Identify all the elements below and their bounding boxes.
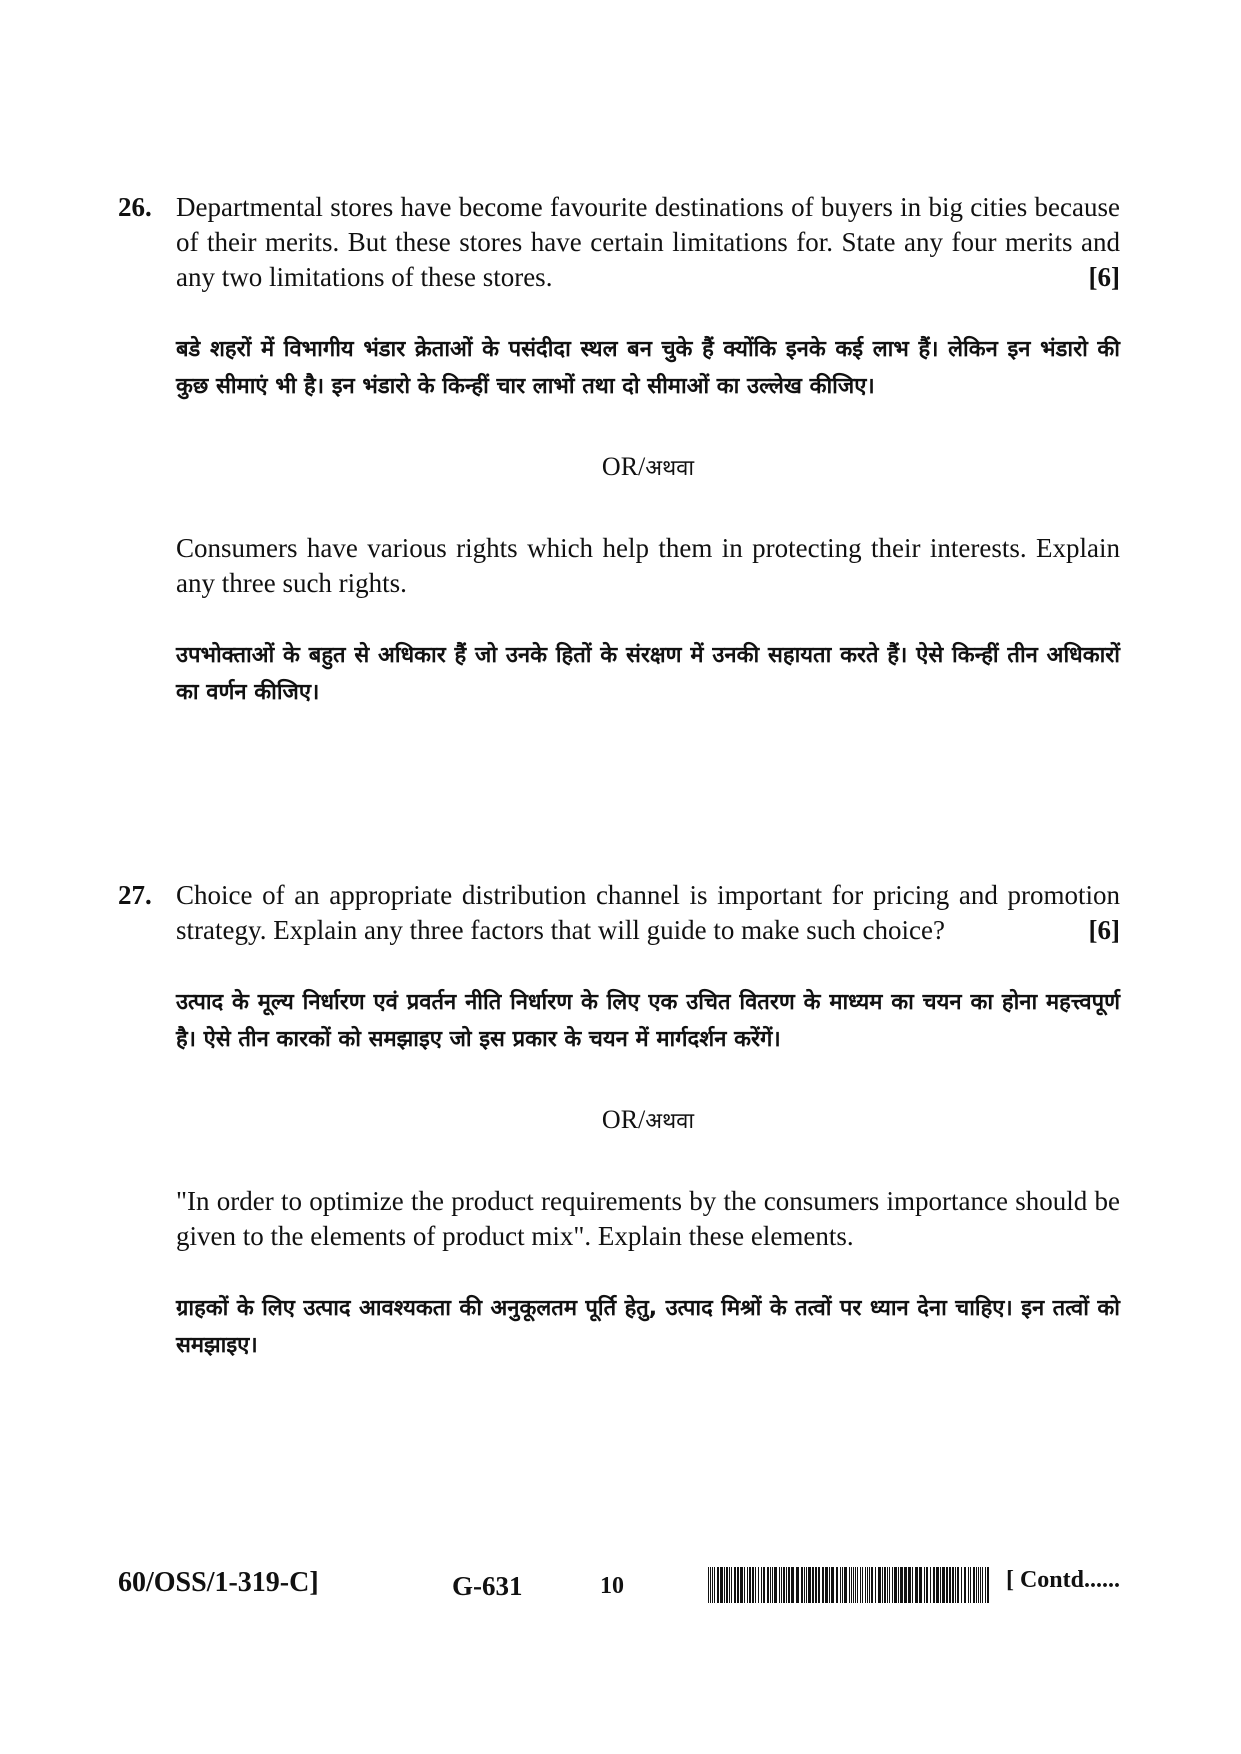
or-divider <box>176 451 1120 485</box>
barcode-bar <box>720 1567 723 1603</box>
barcode-bar <box>887 1567 888 1603</box>
barcode-bar <box>740 1567 743 1603</box>
barcode-bar <box>919 1567 922 1603</box>
barcode-bar <box>842 1567 843 1603</box>
barcode-bar <box>957 1567 959 1603</box>
question-number: 27. <box>118 880 152 910</box>
barcode-bar <box>853 1567 854 1603</box>
barcode-bar <box>867 1567 868 1603</box>
barcode-image <box>708 1567 990 1603</box>
barcode-bar <box>747 1567 748 1603</box>
barcode-bar <box>952 1567 954 1603</box>
barcode-bar <box>912 1567 913 1603</box>
barcode-bar <box>849 1567 850 1603</box>
barcode-bar <box>871 1567 873 1603</box>
question-27-english-block <box>118 878 1120 948</box>
barcode-bar <box>806 1567 807 1603</box>
barcode-bar <box>884 1567 886 1603</box>
barcode-bar <box>744 1567 745 1603</box>
barcode-bar <box>860 1567 861 1603</box>
or-label-hindi: अथवा <box>645 456 695 481</box>
page-footer <box>118 1567 1120 1617</box>
alternative-question-english: "In order to optimize the product requirements by the consumers importance should be given to the elements of product mix". Explain these elements. <box>176 1186 1120 1251</box>
barcode-bar <box>714 1567 715 1603</box>
barcode-bar <box>862 1567 863 1603</box>
barcode-bar <box>829 1567 830 1603</box>
barcode-bar <box>763 1567 765 1603</box>
barcode-bar <box>865 1567 866 1603</box>
barcode-bar <box>851 1567 852 1603</box>
barcode-bar <box>755 1567 756 1603</box>
barcode-bar <box>844 1567 847 1603</box>
or-divider <box>176 1104 1120 1138</box>
barcode-bar <box>973 1567 975 1603</box>
alternative-question-hindi: उपभोक्ताओं के बहुत से अधिकार हैं जो उनके हितों के संरक्षण में उनकी सहायता करते हैं। ऐसे किन्हीं तीन अधिकारों का वर्णन कीजिए। <box>176 643 1120 705</box>
barcode-bar <box>987 1567 989 1603</box>
barcode-bar <box>825 1567 828 1603</box>
barcode-bar <box>933 1567 935 1603</box>
marks: [6] <box>1088 915 1120 945</box>
question-text-english: Departmental stores have become favourite destinations of buyers in big cities because of their merits. But these stores have certain limitations for. State any four merits and any two limitations of these stores. [6] <box>176 190 1120 295</box>
barcode-bar <box>970 1567 971 1603</box>
page-number: 10 <box>600 1573 624 1599</box>
paper-code: 60/OSS/1-319-C] <box>118 1567 319 1598</box>
barcode-bar <box>708 1567 709 1603</box>
barcode-bar <box>801 1567 803 1603</box>
barcode-bar <box>840 1567 841 1603</box>
barcode-bar <box>946 1567 948 1603</box>
barcode-bar <box>949 1567 951 1603</box>
barcode-bar <box>781 1567 782 1603</box>
barcode-bar <box>980 1567 981 1603</box>
barcode-bar <box>791 1567 794 1603</box>
barcode-bar <box>788 1567 790 1603</box>
or-label-hindi: अथवा <box>645 1109 695 1134</box>
barcode-bar <box>978 1567 979 1603</box>
question-number: 26. <box>118 192 152 222</box>
barcode-bar <box>786 1567 787 1603</box>
barcode-bar <box>926 1567 928 1603</box>
barcode-bar <box>737 1567 739 1603</box>
or-label: OR/ <box>601 1105 646 1134</box>
barcode-bar <box>904 1567 907 1603</box>
or-label: OR/ <box>601 452 646 481</box>
barcode-bar <box>961 1567 962 1603</box>
barcode-bar <box>836 1567 838 1603</box>
question-text-english: Choice of an appropriate distribution channel is important for pricing and promotion strategy. Explain any three factors that will guide to make such choice? [6] <box>176 878 1120 948</box>
barcode-bar <box>758 1567 759 1603</box>
question-27 <box>118 878 1120 1364</box>
barcode-bar <box>855 1567 856 1603</box>
barcode-bar <box>892 1567 893 1603</box>
barcode-bar <box>900 1567 903 1603</box>
barcode-bar <box>779 1567 780 1603</box>
continued-label: [ Contd...... <box>1005 1567 1120 1593</box>
barcode-bar <box>869 1567 870 1603</box>
barcode-bar <box>770 1567 771 1603</box>
barcode-bar <box>710 1567 711 1603</box>
barcode-bar <box>878 1567 881 1603</box>
barcode-bar <box>796 1567 799 1603</box>
marks: [6] <box>1088 262 1120 292</box>
barcode-bar <box>889 1567 890 1603</box>
barcode-bar <box>915 1567 918 1603</box>
alternative-question-hindi: ग्राहकों के लिए उत्पाद आवश्यकता की अनुकूलतम पूर्ति हेतु, उत्पाद मिश्रों के तत्वों पर ध्यान देना चाहिए। इन तत्वों को समझाइए। <box>176 1296 1120 1358</box>
barcode-bar <box>734 1567 736 1603</box>
barcode-bar <box>808 1567 811 1603</box>
barcode-bar <box>761 1567 762 1603</box>
barcode-bar <box>717 1567 719 1603</box>
barcode-bar <box>804 1567 805 1603</box>
barcode-bar <box>822 1567 824 1603</box>
question-text-hindi: उत्पाद के मूल्य निर्धारण एवं प्रवर्तन नीति निर्धारण के लिए एक उचित वितरण के माध्यम का चयन का होना महत्त्वपूर्ण है। ऐसे तीन कारकों को समझाइए जो इस प्रकार के चयन में मार्गदर्शन करेंगें। <box>176 990 1120 1052</box>
barcode-bar <box>898 1567 899 1603</box>
barcode-bar <box>955 1567 956 1603</box>
question-text-hindi: बडे शहरों में विभागीय भंडार क्रेताओं के पसंदीदा स्थल बन चुके हैं क्योंकि इनके कई लाभ हैं। लेकिन इन भंडारो की कुछ सीमाएं भी है। इन भंडारो के किन्हीं चार लाभों तथा दो सीमाओं का उल्लेख कीजिए। <box>176 337 1120 399</box>
barcode-bar <box>940 1567 941 1603</box>
barcode-bar <box>985 1567 986 1603</box>
barcode-bar <box>831 1567 834 1603</box>
barcode-bar <box>976 1567 977 1603</box>
alternative-question-english: Consumers have various rights which help them in protecting their interests. Explain any three such rights. <box>176 533 1120 598</box>
barcode-bar <box>930 1567 931 1603</box>
barcode-bar <box>908 1567 911 1603</box>
barcode-bar <box>752 1567 754 1603</box>
barcode-bar <box>882 1567 883 1603</box>
question-26 <box>118 190 1120 711</box>
barcode-bar <box>857 1567 858 1603</box>
barcode-bar <box>924 1567 925 1603</box>
barcode-bar <box>942 1567 945 1603</box>
barcode-bar <box>875 1567 876 1603</box>
barcode-bar <box>767 1567 769 1603</box>
series-code: G-631 <box>452 1571 523 1601</box>
barcode-bar <box>712 1567 713 1603</box>
barcode-bar <box>772 1567 773 1603</box>
barcode-bar <box>774 1567 777 1603</box>
barcode-bar <box>729 1567 730 1603</box>
barcode-bar <box>726 1567 728 1603</box>
barcode-bar <box>749 1567 751 1603</box>
barcode-bar <box>724 1567 725 1603</box>
barcode-bar <box>783 1567 785 1603</box>
barcode-bar <box>936 1567 939 1603</box>
barcode-bar <box>815 1567 817 1603</box>
barcode-bar <box>894 1567 897 1603</box>
question-26-english-block <box>118 190 1120 295</box>
barcode-bar <box>812 1567 814 1603</box>
barcode-bar <box>982 1567 983 1603</box>
barcode-bar <box>731 1567 732 1603</box>
barcode-bar <box>968 1567 969 1603</box>
barcode-bar <box>818 1567 820 1603</box>
barcode-bar <box>964 1567 966 1603</box>
